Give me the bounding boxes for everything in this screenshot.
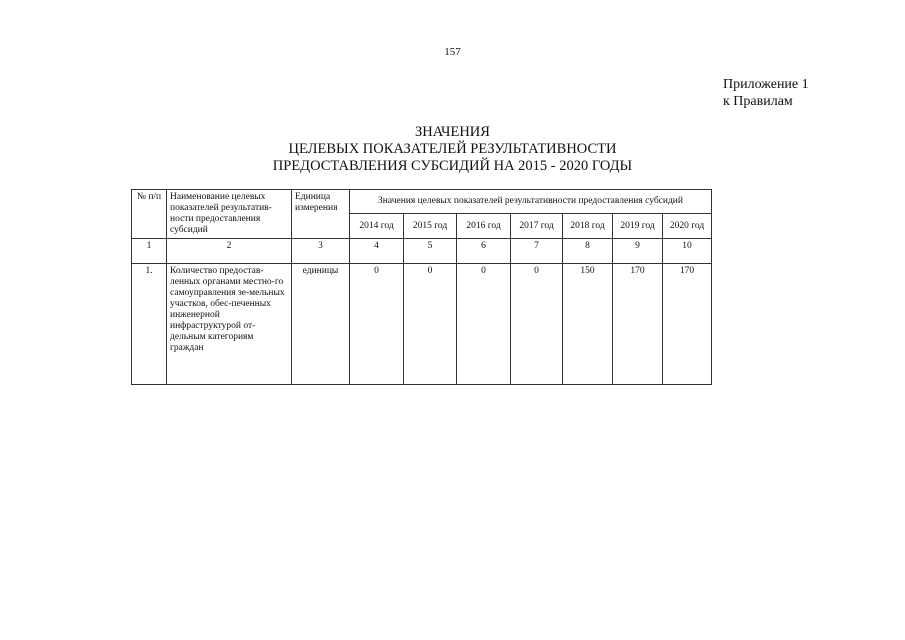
- row-value: 0: [350, 264, 404, 385]
- column-number-row: [132, 239, 712, 264]
- appendix-line-1: Приложение 1: [723, 77, 809, 92]
- column-number: 4: [350, 239, 404, 264]
- table-row: [132, 264, 712, 385]
- header-indicator-name: Наименование целевых показателей результатив-ности предоставления субсидий: [167, 190, 292, 239]
- row-value: 0: [457, 264, 511, 385]
- header-number: № п/п: [132, 190, 167, 239]
- appendix-line-2: к Правилам: [723, 94, 793, 109]
- header-year: 2014 год: [350, 214, 404, 239]
- header-year: 2016 год: [457, 214, 511, 239]
- column-number: 8: [563, 239, 613, 264]
- row-value: 170: [613, 264, 663, 385]
- indicators-table: [131, 189, 712, 385]
- row-indicator-name: Количество предостав-ленных органами местно-го самоуправления зе-мельных участков, обес-печенных инженерной инфраструктурой от-дельным категориям граждан: [167, 264, 292, 385]
- column-number: 3: [292, 239, 350, 264]
- column-number: 2: [167, 239, 292, 264]
- header-year: 2017 год: [511, 214, 563, 239]
- header-year: 2019 год: [613, 214, 663, 239]
- header-year: 2018 год: [563, 214, 613, 239]
- column-number: 1: [132, 239, 167, 264]
- row-value: 150: [563, 264, 613, 385]
- column-number: 9: [613, 239, 663, 264]
- row-value: 0: [511, 264, 563, 385]
- table-header-row: [132, 190, 712, 214]
- appendix-label: [723, 76, 809, 110]
- column-number: 7: [511, 239, 563, 264]
- column-number: 5: [404, 239, 457, 264]
- document-title: [0, 124, 905, 175]
- row-number: 1.: [132, 264, 167, 385]
- row-value: 170: [663, 264, 712, 385]
- header-year: 2020 год: [663, 214, 712, 239]
- title-line-3: ПРЕДОСТАВЛЕНИЯ СУБСИДИЙ НА 2015 - 2020 ГОДЫ: [272, 158, 633, 174]
- header-unit: Единица измерения: [292, 190, 350, 239]
- column-number: 6: [457, 239, 511, 264]
- title-line-1: ЗНАЧЕНИЯ: [415, 124, 490, 140]
- column-number: 10: [663, 239, 712, 264]
- row-value: 0: [404, 264, 457, 385]
- header-values-group: Значения целевых показателей результативности предоставления субсидий: [350, 190, 712, 214]
- title-line-2: ЦЕЛЕВЫХ ПОКАЗАТЕЛЕЙ РЕЗУЛЬТАТИВНОСТИ: [288, 141, 617, 157]
- page-number: 157: [444, 46, 461, 58]
- header-year: 2015 год: [404, 214, 457, 239]
- row-unit: единицы: [292, 264, 350, 385]
